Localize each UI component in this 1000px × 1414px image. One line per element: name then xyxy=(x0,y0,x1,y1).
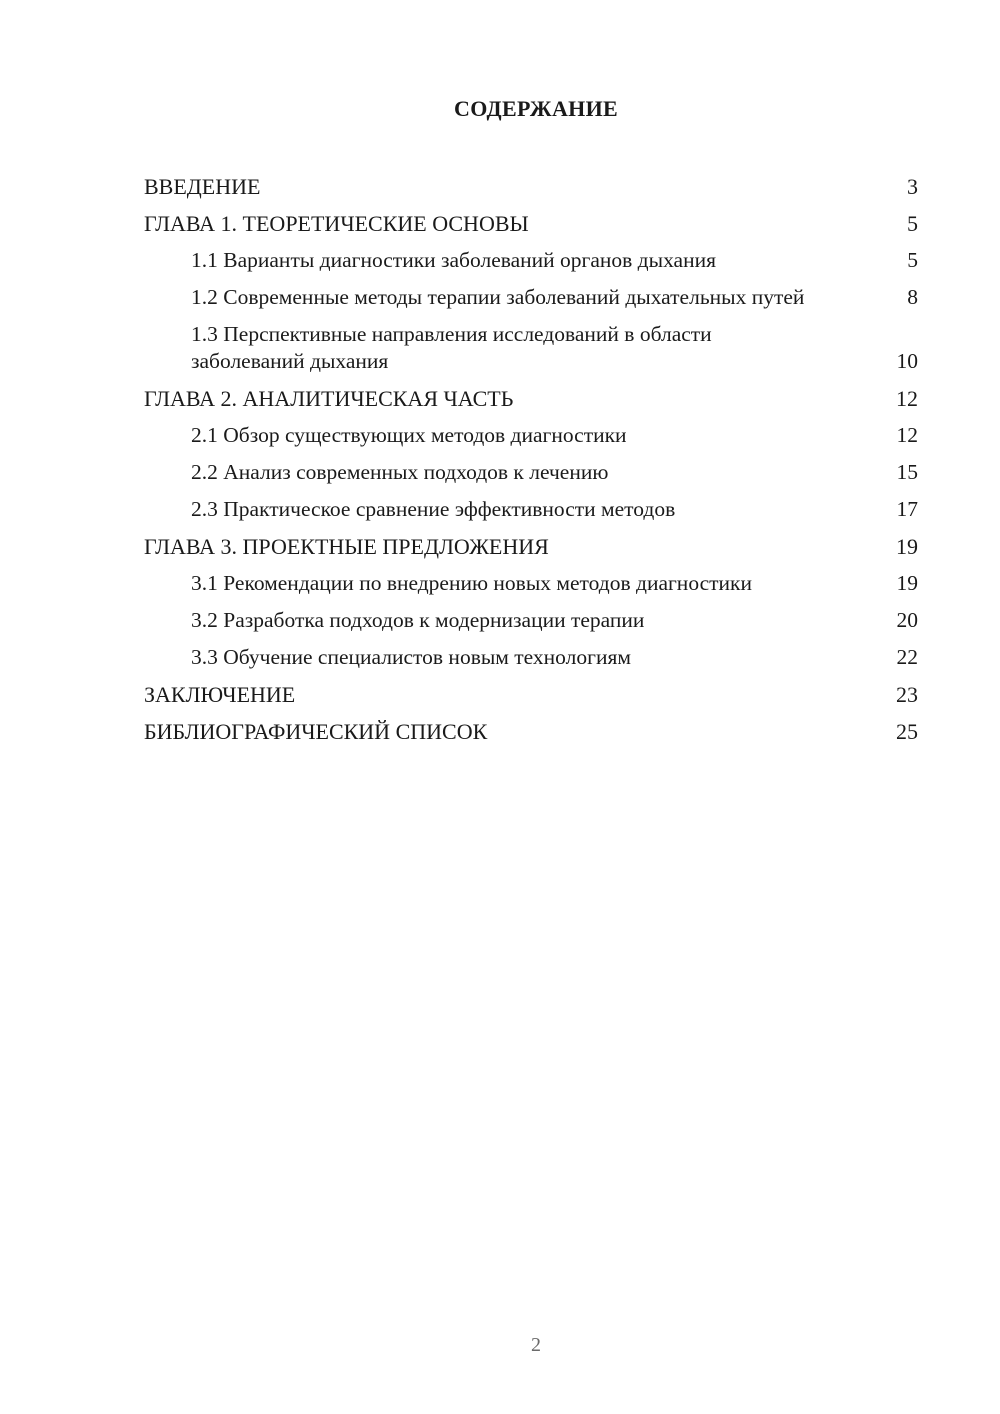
toc-entry-title: 3.1 Рекомендации по внедрению новых методов диагностики xyxy=(191,571,752,595)
toc-entry[interactable] xyxy=(144,279,918,316)
toc-entry-title: ЗАКЛЮЧЕНИЕ xyxy=(144,682,296,707)
toc-entry[interactable] xyxy=(144,639,918,676)
toc-entry[interactable] xyxy=(144,565,918,602)
toc-entry-page: 3 xyxy=(907,174,918,199)
toc-entry-title: 2.3 Практическое сравнение эффективности методов xyxy=(191,497,676,521)
toc-entry-page: 15 xyxy=(896,460,918,484)
toc-entry[interactable] xyxy=(144,242,918,279)
toc-entry[interactable] xyxy=(144,676,918,713)
toc-entry[interactable] xyxy=(144,713,918,750)
page-number: 2 xyxy=(531,1334,541,1356)
toc-entry-title: 1.2 Современные методы терапии заболеваний дыхательных путей xyxy=(191,285,805,309)
toc-entry-title: 1.1 Варианты диагностики заболеваний органов дыхания xyxy=(191,248,716,272)
toc-entry[interactable] xyxy=(144,417,918,454)
toc-entry-page: 5 xyxy=(907,211,918,236)
toc-entry[interactable] xyxy=(144,602,918,639)
toc-entry-page: 12 xyxy=(896,423,918,447)
toc-entry-title: 3.3 Обучение специалистов новым технологиям xyxy=(191,645,631,669)
toc-entry-title: БИБЛИОГРАФИЧЕСКИЙ СПИСОК xyxy=(144,719,488,744)
toc-entry-title: ГЛАВА 2. АНАЛИТИЧЕСКАЯ ЧАСТЬ xyxy=(144,386,514,411)
toc-entry-page: 5 xyxy=(907,248,918,272)
toc-entry-title: 3.2 Разработка подходов к модернизации терапии xyxy=(191,608,645,632)
toc-entry-page: 12 xyxy=(896,386,918,411)
toc-entry-page: 10 xyxy=(896,349,918,373)
toc-entry-page: 8 xyxy=(907,285,918,309)
toc-entry-title: ГЛАВА 1. ТЕОРЕТИЧЕСКИЕ ОСНОВЫ xyxy=(144,211,529,236)
toc-entry[interactable] xyxy=(144,316,918,380)
toc-entry-page: 20 xyxy=(896,608,918,632)
toc-entry-title: 1.3 Перспективные направления исследований в области заболеваний дыхания xyxy=(191,322,712,373)
toc-entry-page: 23 xyxy=(896,682,918,707)
toc-entry-title: 2.2 Анализ современных подходов к лечению xyxy=(191,460,609,484)
toc-entry[interactable] xyxy=(144,454,918,491)
toc-entry-page: 19 xyxy=(896,571,918,595)
toc-entry-title: 2.1 Обзор существующих методов диагностики xyxy=(191,423,627,447)
toc-entry[interactable] xyxy=(144,528,918,565)
toc-entry-page: 19 xyxy=(896,534,918,559)
toc-entry-title: ГЛАВА 3. ПРОЕКТНЫЕ ПРЕДЛОЖЕНИЯ xyxy=(144,534,549,559)
toc-entry-title: ВВЕДЕНИЕ xyxy=(144,174,261,199)
toc-entry-page: 22 xyxy=(896,645,918,669)
page-title: СОДЕРЖАНИЕ xyxy=(454,96,618,121)
toc-entry[interactable] xyxy=(144,205,918,242)
toc-entry[interactable] xyxy=(144,380,918,417)
table-of-contents xyxy=(144,168,918,750)
toc-entry-page: 17 xyxy=(896,497,918,521)
toc-entry-page: 25 xyxy=(896,719,918,744)
toc-entry[interactable] xyxy=(144,491,918,528)
toc-entry[interactable] xyxy=(144,168,918,205)
